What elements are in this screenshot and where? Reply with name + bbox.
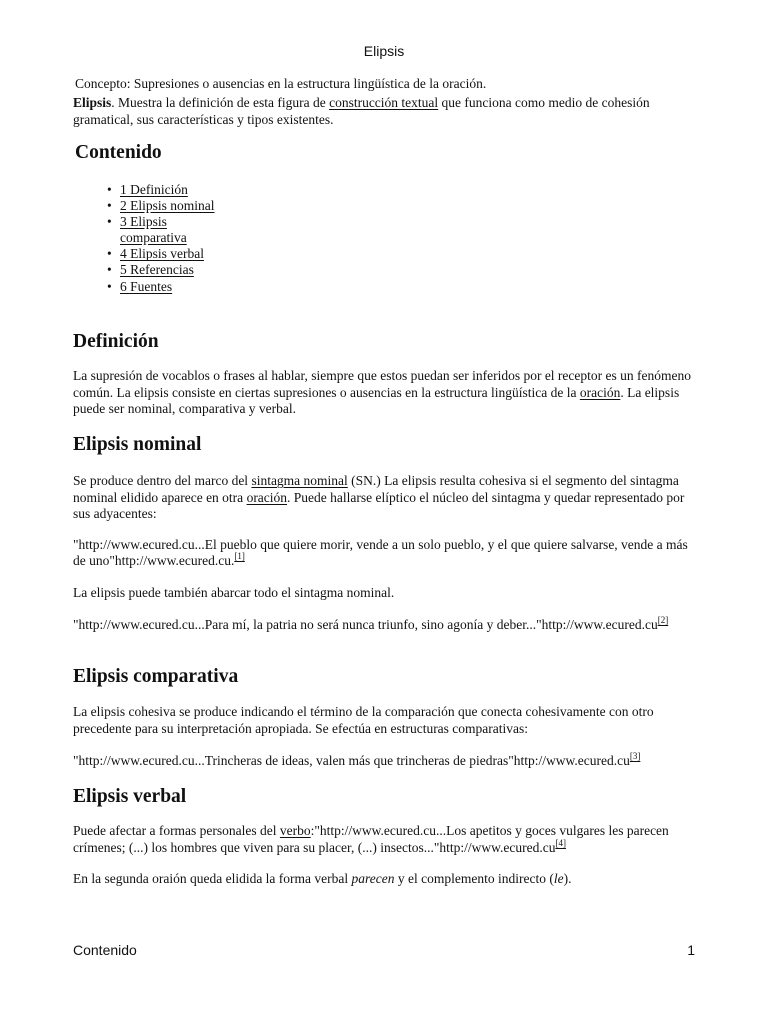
verbal-text: En la segunda oraión queda elidida la forma verbal <box>73 871 352 886</box>
intro-term: Elipsis <box>73 95 112 110</box>
toc-link-elipsis-nominal[interactable]: 2 Elipsis nominal <box>120 198 215 214</box>
quote-text: "http://www.ecured.cu...Para mí, la patria no será nunca triunfo, sino agonía y deber..."http://www.ecured.cu <box>73 617 658 632</box>
verbal-text: Puede afectar a formas personales del <box>73 823 280 838</box>
section-elipsis-nominal <box>73 434 703 634</box>
quote-text: "http://www.ecured.cu...Trincheras de ideas, valen más que trincheras de piedras"http://www.ecured.cu <box>73 753 630 768</box>
concept-label: Concepto: <box>75 76 131 91</box>
reference-link-4[interactable]: [4] <box>555 837 566 848</box>
heading-elipsis-comparativa: Elipsis comparativa <box>73 666 239 687</box>
sintagma-nominal-link[interactable]: sintagma nominal <box>251 473 348 488</box>
quote-text: "http://www.ecured.cu...El pueblo que quiere morir, vende a un solo pueblo, y el que quiere salvarse, vende a más de uno"http://www.ecured.cu. <box>73 536 688 568</box>
emphasis-parecen: parecen <box>351 871 395 886</box>
section-elipsis-comparativa <box>73 666 703 770</box>
nominal-text: Se produce dentro del marco del <box>73 473 252 488</box>
toc-link-definicion[interactable]: 1 Definición <box>120 182 188 197</box>
concept-line <box>75 76 486 93</box>
toc-item <box>107 279 217 295</box>
section-definicion <box>73 331 703 418</box>
heading-definicion: Definición <box>73 331 159 352</box>
toc-link-elipsis-verbal[interactable]: 4 Elipsis verbal <box>120 246 204 262</box>
oracion-link[interactable]: oración <box>579 384 621 400</box>
oracion-link[interactable]: oración <box>246 489 288 505</box>
intro-text: . Muestra la definición de esta figura de <box>111 95 330 110</box>
footer-section-title: Contenido <box>73 942 137 958</box>
reference-link-1[interactable]: [1] <box>234 551 245 561</box>
heading-elipsis-nominal: Elipsis nominal <box>73 434 202 455</box>
page-footer <box>73 942 695 959</box>
verbal-paragraph-1 <box>73 823 703 856</box>
toc-item <box>107 198 217 214</box>
emphasis-le: le <box>553 871 564 886</box>
toc-link-elipsis-comparativa[interactable]: 3 Elipsis comparativa <box>120 214 187 246</box>
definicion-text-end: . La elipsis puede ser nominal, comparativa y verbal. <box>73 384 680 416</box>
nominal-text: . Puede hallarse elíptico el núcleo del sintagma y quedar representado por sus adyacentes: <box>73 489 685 521</box>
nominal-paragraph-3: La elipsis puede también abarcar todo el sintagma nominal. <box>73 584 395 600</box>
toc-link-fuentes[interactable]: 6 Fuentes <box>120 278 173 294</box>
comparativa-quote <box>73 753 703 770</box>
verbal-text: y el complemento indirecto ( <box>394 871 554 886</box>
reference-link-2[interactable]: [2] <box>657 615 669 625</box>
comparativa-paragraph: La elipsis cohesiva se produce indicando el término de la comparación que conecta cohesivamente con otro precedente para su interpretación apropiada. Se efectúa en estructuras comparativas: <box>73 704 654 736</box>
quote-text: :"http://www.ecured.cu...Los apetitos y goces vulgares les parecen crímenes; (...) los hombres que viven para su placer, (...) insectos..."http://www.ecured.cu <box>73 823 669 855</box>
table-of-contents <box>107 182 217 295</box>
section-elipsis-verbal <box>73 786 703 888</box>
toc-item <box>107 214 217 246</box>
nominal-text: (SN.) La elipsis resulta cohesiva si el segmento del sintagma nominal elidido aparece en otra <box>73 473 679 505</box>
page-header-title: Elipsis <box>363 43 405 59</box>
toc-link-referencias[interactable]: 5 Referencias <box>120 262 194 278</box>
definicion-text: La supresión de vocablos o frases al hablar, siempre que estos puedan ser inferidos por el receptor es un fenómeno común. La elipsis consiste en ciertas supresiones o ausencias en la estructura lingüística de la <box>73 368 692 400</box>
nominal-paragraph-1 <box>73 473 703 523</box>
verbal-paragraph-2 <box>73 871 703 888</box>
toc-item <box>107 182 217 198</box>
heading-elipsis-verbal: Elipsis verbal <box>73 786 187 807</box>
concept-text: Supresiones o ausencias en la estructura lingüística de la oración. <box>133 76 487 91</box>
page-number: 1 <box>687 942 695 958</box>
toc-item <box>107 246 217 262</box>
verbo-link[interactable]: verbo <box>279 823 311 838</box>
verbal-text: ). <box>563 871 572 886</box>
reference-link-3[interactable]: [3] <box>629 751 641 761</box>
definicion-paragraph <box>73 368 703 418</box>
nominal-quote-2 <box>73 617 703 634</box>
construccion-textual-link[interactable]: construcción textual <box>329 95 439 110</box>
intro-text-end: que funciona como medio de cohesión gramatical, sus características y tipos existentes. <box>73 95 650 127</box>
toc-title: Contenido <box>75 142 162 163</box>
intro-paragraph <box>73 95 693 128</box>
toc-item <box>107 262 217 278</box>
nominal-quote-1 <box>73 537 703 570</box>
